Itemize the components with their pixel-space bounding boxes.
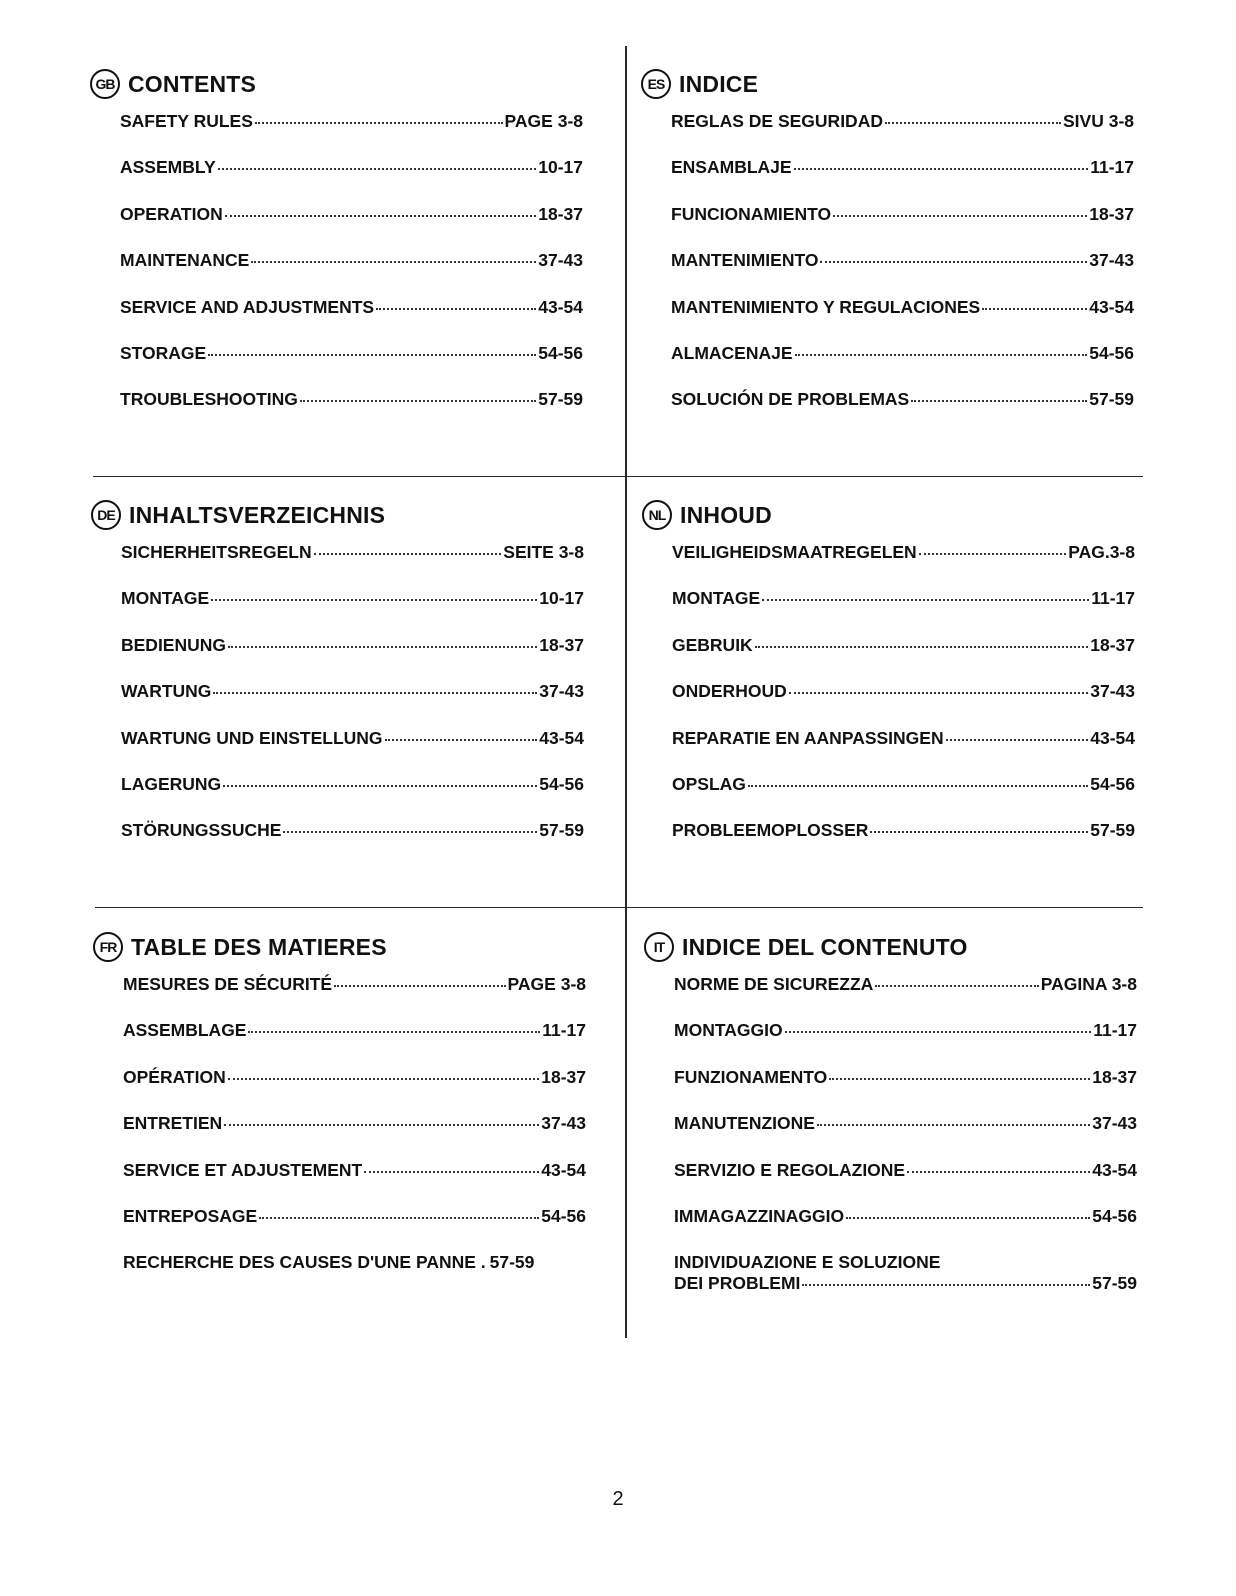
language-badge-icon: ES bbox=[641, 69, 671, 99]
toc-item: SERVICE AND ADJUSTMENTS 43-54 bbox=[120, 296, 583, 317]
column-divider bbox=[625, 46, 627, 1338]
toc-item: MESURES DE SÉCURITÉ PAGE 3-8 bbox=[123, 974, 586, 994]
section-heading bbox=[93, 930, 593, 964]
toc-item: ENTRETIEN 37-43 bbox=[123, 1113, 586, 1134]
toc-item: MANUTENZIONE 37-43 bbox=[674, 1113, 1137, 1134]
toc-item: ALMACENAJE 54-56 bbox=[671, 342, 1134, 363]
language-badge-icon: FR bbox=[93, 932, 123, 962]
toc-list bbox=[120, 111, 583, 436]
toc-item: LAGERUNG 54-56 bbox=[121, 773, 584, 794]
toc-item: TROUBLESHOOTING 57-59 bbox=[120, 389, 583, 410]
toc-item: MANTENIMIENTO Y REGULACIONES 43-54 bbox=[671, 296, 1134, 317]
toc-item: REGLAS DE SEGURIDAD SIVU 3-8 bbox=[671, 111, 1134, 131]
section-fr bbox=[93, 930, 593, 1299]
language-badge-icon: NL bbox=[642, 500, 672, 530]
section-title: INDICE bbox=[679, 70, 759, 97]
section-heading bbox=[90, 67, 590, 101]
toc-item: GEBRUIK 18-37 bbox=[672, 634, 1135, 655]
toc-item: SICHERHEITSREGELN SEITE 3-8 bbox=[121, 542, 584, 562]
toc-list bbox=[121, 542, 584, 867]
toc-item: ENSAMBLAJE 11-17 bbox=[671, 157, 1134, 178]
section-de bbox=[91, 498, 591, 867]
section-nl bbox=[642, 498, 1142, 867]
section-it bbox=[644, 930, 1144, 1304]
toc-item: ASSEMBLAGE 11-17 bbox=[123, 1020, 586, 1041]
toc-item: OPSLAG 54-56 bbox=[672, 773, 1135, 794]
toc-item: PROBLEEMOPLOSSER 57-59 bbox=[672, 820, 1135, 841]
toc-item: MANTENIMIENTO 37-43 bbox=[671, 250, 1134, 271]
toc-item: FUNZIONAMENTO 18-37 bbox=[674, 1066, 1137, 1087]
toc-item: RECHERCHE DES CAUSES D'UNE PANNE . 57-59 bbox=[123, 1252, 535, 1273]
section-title: INHOUD bbox=[680, 501, 772, 528]
toc-item: INDIVIDUAZIONE E SOLUZIONE DEI PROBLEMI 57-59 bbox=[674, 1252, 1137, 1294]
section-heading bbox=[644, 930, 1144, 964]
section-heading bbox=[641, 67, 1141, 101]
language-badge-icon: GB bbox=[90, 69, 120, 99]
toc-item: OPERATION 18-37 bbox=[120, 203, 583, 224]
toc-item: ASSEMBLY 10-17 bbox=[120, 157, 583, 178]
toc-item: REPARATIE EN AANPASSINGEN 43-54 bbox=[672, 727, 1135, 748]
toc-item: NORME DE SICUREZZA PAGINA 3-8 bbox=[674, 974, 1137, 994]
toc-item: MONTAGGIO 11-17 bbox=[674, 1020, 1137, 1041]
toc-item: MAINTENANCE 37-43 bbox=[120, 250, 583, 271]
section-title: INDICE DEL CONTENUTO bbox=[682, 933, 968, 960]
toc-item: BEDIENUNG 18-37 bbox=[121, 634, 584, 655]
toc-item: STÖRUNGSSUCHE 57-59 bbox=[121, 820, 584, 841]
toc-list bbox=[123, 974, 586, 1299]
row-divider-2 bbox=[95, 907, 1143, 908]
section-gb bbox=[90, 67, 590, 436]
toc-item: SOLUCIÓN DE PROBLEMAS 57-59 bbox=[671, 389, 1134, 410]
section-title: INHALTSVERZEICHNIS bbox=[129, 501, 386, 528]
toc-item: SERVIZIO E REGOLAZIONE 43-54 bbox=[674, 1159, 1137, 1180]
toc-list bbox=[671, 111, 1134, 436]
section-heading bbox=[91, 498, 591, 532]
toc-item: MONTAGE 11-17 bbox=[672, 588, 1135, 609]
toc-item: IMMAGAZZINAGGIO 54-56 bbox=[674, 1205, 1137, 1226]
toc-item: FUNCIONAMIENTO 18-37 bbox=[671, 203, 1134, 224]
language-badge-icon: DE bbox=[91, 500, 121, 530]
toc-item: SERVICE ET ADJUSTEMENT 43-54 bbox=[123, 1159, 586, 1180]
toc-list bbox=[674, 974, 1137, 1304]
toc-item: WARTUNG UND EINSTELLUNG 43-54 bbox=[121, 727, 584, 748]
section-es bbox=[641, 67, 1141, 436]
toc-item: VEILIGHEIDSMAATREGELEN PAG.3-8 bbox=[672, 542, 1135, 562]
toc-item: ONDERHOUD 37-43 bbox=[672, 681, 1135, 702]
toc-item: OPÉRATION 18-37 bbox=[123, 1066, 586, 1087]
toc-item: WARTUNG 37-43 bbox=[121, 681, 584, 702]
toc-item: SAFETY RULES PAGE 3-8 bbox=[120, 111, 583, 131]
section-title: TABLE DES MATIERES bbox=[131, 933, 387, 960]
toc-list bbox=[672, 542, 1135, 867]
language-badge-icon: IT bbox=[644, 932, 674, 962]
section-title: CONTENTS bbox=[128, 70, 257, 97]
page-number: 2 bbox=[612, 1488, 624, 1510]
section-heading bbox=[642, 498, 1142, 532]
row-divider-1 bbox=[93, 476, 1143, 477]
toc-item: MONTAGE 10-17 bbox=[121, 588, 584, 609]
toc-item: STORAGE 54-56 bbox=[120, 342, 583, 363]
toc-item: ENTREPOSAGE 54-56 bbox=[123, 1205, 586, 1226]
